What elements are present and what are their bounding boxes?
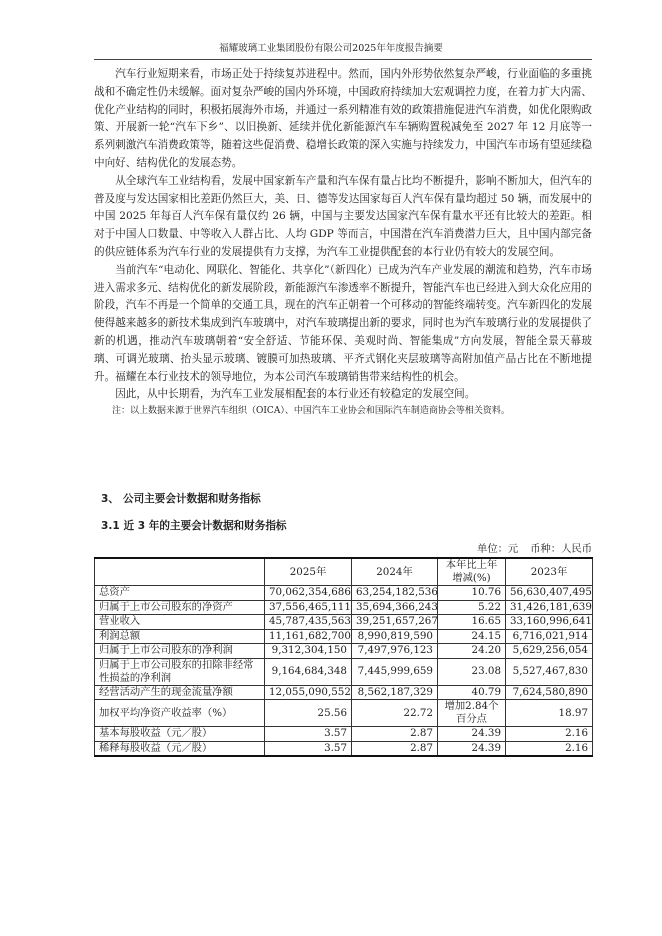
cell-2024: 8,562,187,329 [352, 685, 438, 700]
cell-2023: 2.16 [506, 727, 593, 742]
cell-2025: 3.57 [265, 727, 352, 742]
cell-change: 10.76 [438, 586, 506, 601]
row-label: 经营活动产生的现金流量净额 [95, 685, 265, 700]
cell-change: 增加2.84个百分点 [438, 700, 506, 727]
cell-2025: 3.57 [265, 741, 352, 756]
table-row [95, 615, 593, 630]
unit-label: 单位：元 [477, 543, 519, 555]
industry-text [94, 66, 592, 419]
cell-2023: 56,630,407,495 [506, 586, 593, 601]
cell-change: 23.08 [438, 658, 506, 685]
paragraph: 当前汽车“电动化、网联化、智能化、共享化”（新四化）已成为汽车产业发展的潮流和趋势，汽车市场进入需求多元、结构优化的新发展阶段，新能源汽车渗透率不断提升，智能汽车也已经进入到大众化应用的阶段，汽车不再是一个简单的交通工具，现在的汽车正朝着一个可移动的智能终端转变。汽车新四化的发展使得越来越多的新技术集成到汽车玻璃中，对汽车玻璃提出新的要求，同时也为汽车玻璃行业的发展提供了新的机遇，推动汽车玻璃朝着“安全舒适、节能环保、美观时尚、智能集成”方向发展，智能全景天幕玻璃、可调光玻璃、抬头显示玻璃、镀膜可加热玻璃、平齐式钢化夹层玻璃等高附加值产品占比在不断地提升。福耀在本行业技术的领导地位，为本公司汽车玻璃销售带来结构性的机会。 [94, 263, 592, 383]
cell-2023: 7,624,580,890 [506, 685, 593, 700]
cell-change: 24.15 [438, 629, 506, 644]
cell-change: 16.65 [438, 615, 506, 630]
table-header-cell: 2025年 [265, 558, 352, 586]
section-number: 3、 [101, 493, 119, 505]
table-row [95, 644, 593, 659]
paragraph: 因此，从中长期看，为汽车工业发展相配套的本行业还有较稳定的发展空间。 [115, 388, 476, 401]
cell-2025: 9,164,684,348 [265, 658, 352, 685]
cell-2024: 22.72 [352, 700, 438, 727]
table-row [95, 600, 593, 615]
table-header-row [95, 558, 593, 586]
cell-change: 5.22 [438, 600, 506, 615]
cell-2025: 9,312,304,150 [265, 644, 352, 659]
row-label: 基本每股收益（元／股） [95, 727, 265, 742]
table-row [95, 685, 593, 700]
cell-2025: 70,062,354,686 [265, 586, 352, 601]
table-header-cell [95, 558, 265, 586]
data-source-note: 注：以上数据来源于世界汽车组织（OICA）、中国汽车工业协会和国际汽车制造商协会等相关资料。 [112, 406, 510, 417]
cell-2023: 6,716,021,914 [506, 629, 593, 644]
cell-2024: 2.87 [352, 727, 438, 742]
section-3-1-heading: 3.1 近 3 年的主要会计数据和财务指标 [101, 520, 287, 532]
cell-2023: 18.97 [506, 700, 593, 727]
currency-label: 币种：人民币 [530, 543, 592, 555]
cell-2023: 5,527,467,830 [506, 658, 593, 685]
unit-line [465, 540, 592, 555]
cell-2024: 8,990,819,590 [352, 629, 438, 644]
row-label: 归属于上市公司股东的净资产 [95, 600, 265, 615]
cell-2023: 5,629,256,054 [506, 644, 593, 659]
row-label: 总资产 [95, 586, 265, 601]
row-label: 加权平均净资产收益率（%） [95, 700, 265, 727]
financial-table [94, 557, 593, 757]
cell-change: 24.39 [438, 741, 506, 756]
table-row [95, 629, 593, 644]
row-label: 归属于上市公司股东的净利润 [95, 644, 265, 659]
table-row [95, 741, 593, 756]
table-header-cell: 2024年 [352, 558, 438, 586]
cell-2024: 35,694,366,243 [352, 600, 438, 615]
cell-2025: 37,556,465,111 [265, 600, 352, 615]
section-3-heading [101, 491, 261, 506]
cell-2024: 7,497,976,123 [352, 644, 438, 659]
cell-2025: 12,055,090,552 [265, 685, 352, 700]
row-label: 利润总额 [95, 629, 265, 644]
paragraph: 汽车行业短期来看，市场正处于持续复苏进程中。然而，国内外形势依然复杂严峻，行业面临的多重挑战和不确定性仍未缓解。面对复杂严峻的国内外环境，中国政府持续加大宏观调控力度，在着力扩大内需、优化产业结构的同时，积极拓展海外市场，并通过一系列精准有效的政策措施促进汽车消费，如优化限购政策、开展新一轮“汽车下乡”、以旧换新、延续并优化新能源汽车车辆购置税减免至 2027 年 12 月底等一系列刺激汽车消费政策等，随着这些促消费、稳增长政策的深入实施与持续发力，中国汽车市场有望延续稳中向好、结构优化的发展态势。 [94, 68, 592, 169]
table-row [95, 700, 593, 727]
cell-2025: 45,787,435,563 [265, 615, 352, 630]
cell-2023: 31,426,181,639 [506, 600, 593, 615]
cell-change: 24.39 [438, 727, 506, 742]
cell-change: 40.79 [438, 685, 506, 700]
table-row [95, 586, 593, 601]
row-label: 营业收入 [95, 615, 265, 630]
paragraph: 从全球汽车工业结构看，发展中国家新车产量和汽车保有量占比均不断提升，影响不断加大，但汽车的普及度与发达国家相比差距仍然巨大，美、日、德等发达国家每百人汽车保有量均超过 50 辆，而发展中的中国 2025 年每百人汽车保有量仅约 26 辆，中国与主要发达国家汽车保有量水平还有比较大的差距。相对于中国人口数量、中等收入人群占比、人均 GDP 等而言，中国潜在汽车消费潜力巨大，且中国内部完备的供应链体系为汽车行业的发展提供有力支撑，为汽车工业提供配套的本行业仍有较大的发展空间。 [94, 174, 592, 258]
cell-2025: 25.56 [265, 700, 352, 727]
cell-2024: 63,254,182,536 [352, 586, 438, 601]
row-label: 稀释每股收益（元／股） [95, 741, 265, 756]
table-header-cell: 2023年 [506, 558, 593, 586]
table-row [95, 727, 593, 742]
report-header: 福耀玻璃工业集团股份有限公司2025年年度报告摘要 [219, 43, 443, 54]
header-rule [94, 59, 592, 60]
cell-2025: 11,161,682,700 [265, 629, 352, 644]
cell-2024: 7,445,999,659 [352, 658, 438, 685]
row-label: 归属于上市公司股东的扣除非经常性损益的净利润 [95, 658, 265, 685]
table-header-cell: 本年比上年增减(%) [438, 558, 506, 586]
cell-change: 24.20 [438, 644, 506, 659]
cell-2024: 39,251,657,267 [352, 615, 438, 630]
cell-2023: 33,160,996,641 [506, 615, 593, 630]
section-title: 公司主要会计数据和财务指标 [123, 493, 261, 505]
cell-2024: 2.87 [352, 741, 438, 756]
cell-2023: 2.16 [506, 741, 593, 756]
table-row [95, 658, 593, 685]
